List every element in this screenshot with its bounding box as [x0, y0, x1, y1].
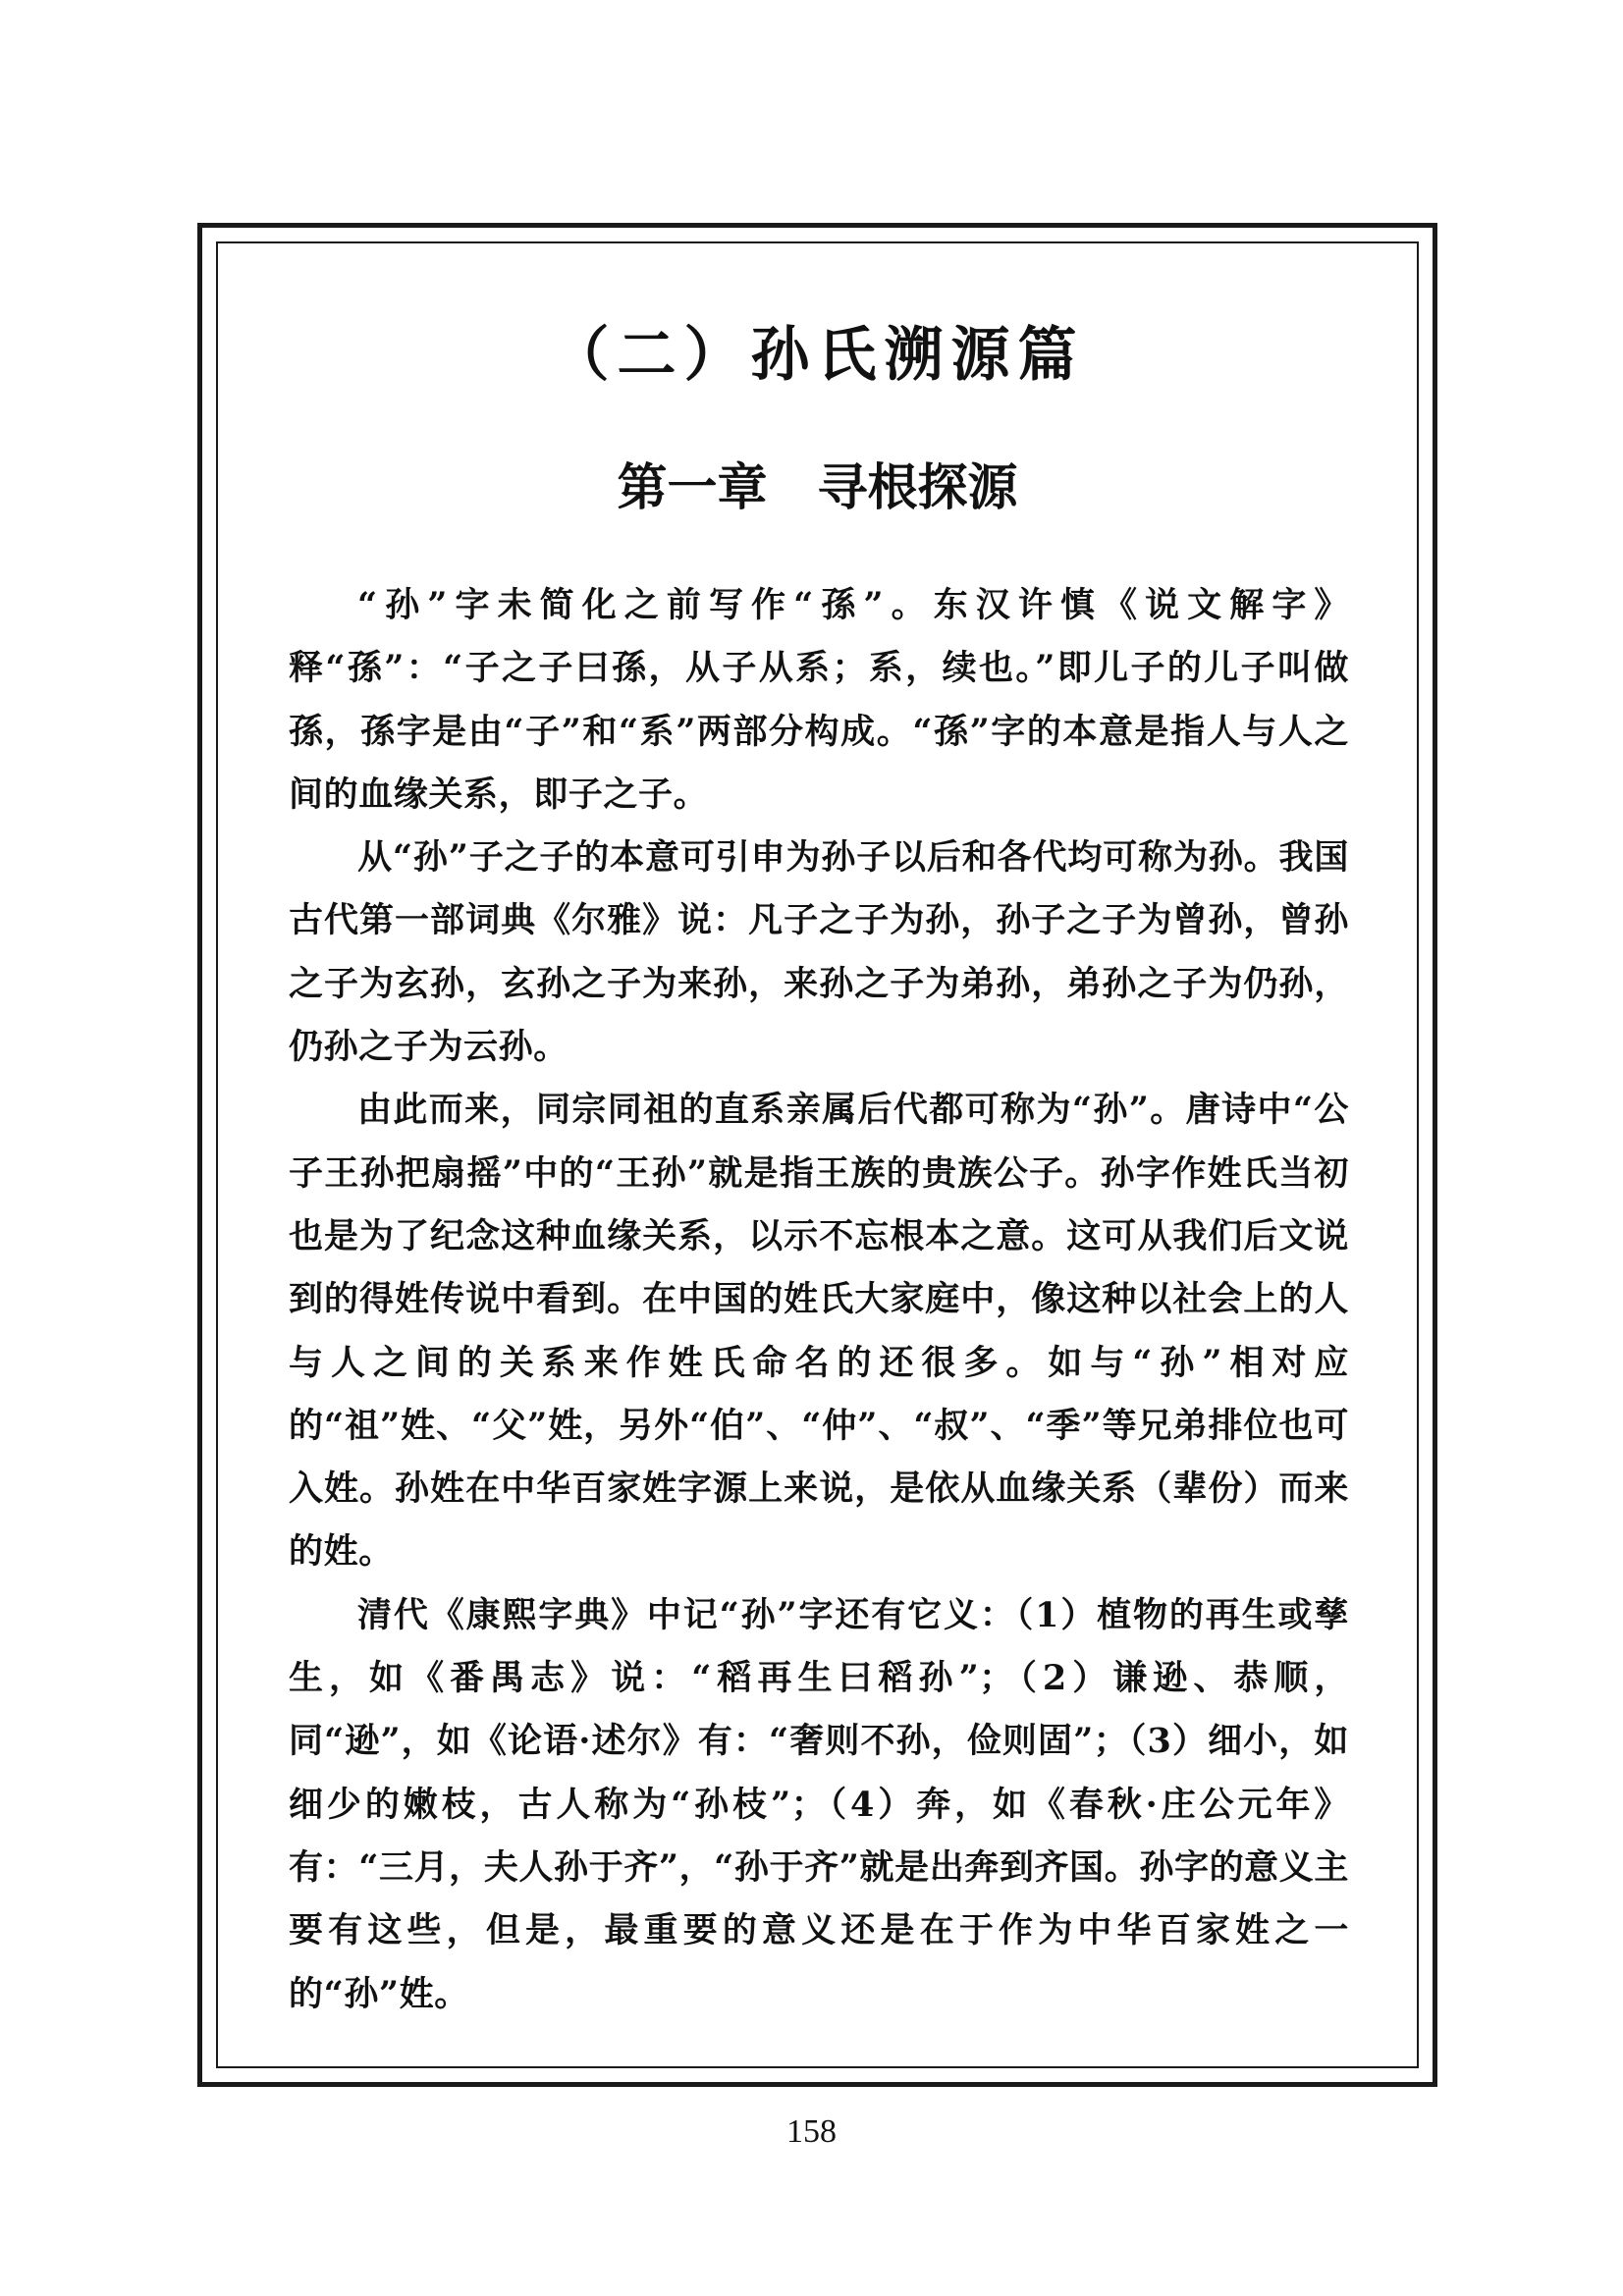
- part-title: （二）孙氏溯源篇: [550, 321, 1085, 390]
- paragraph-4: 清代《康熙字典》中记“孙”字还有它义：（1）植物的再生或孳生，如《番禺志》说：“稻再生曰稻孙”；（2）谦逊、恭顺，同“逊”，如《论语·述尔》有：“奢则不孙，俭则固”；（3）细小，如细少的嫩枝，古人称为“孙枝”；（4）奔，如《春秋·庄公元年》有：“三月，夫人孙于齐”，“孙于齐”就是出奔到齐国。孙字的意义主要有这些，但是，最重要的意义还是在于作为中华百家姓之一的“孙”姓。: [289, 1594, 1349, 2014]
- page-number: 158: [786, 2113, 837, 2150]
- chapter-title: 第一章 寻根探源: [617, 458, 1018, 517]
- body-text: [289, 574, 1349, 2026]
- paragraph-3: 由此而来，同宗同祖的直系亲属后代都可称为“孙”。唐诗中“公子王孙把扇摇”中的“王孙”就是指王族的贵族公子。孙字作姓氏当初也是为了纪念这种血缘关系，以示不忘根本之意。这可从我们后文说到的得姓传说中看到。在中国的姓氏大家庭中，像这种以社会上的人与人之间的关系来作姓氏命名的还很多。如与“孙”相对应的“祖”姓、“父”姓，另外“伯”、“仲”、“叔”、“季”等兄弟排位也可入姓。孙姓在中华百家姓字源上来说，是依从血缘关系（辈份）而来的姓。: [289, 1090, 1349, 1573]
- paragraph-1: “孙”字未简化之前写作“孫”。东汉许慎《说文解字》释“孫”：“子之子曰孫，从子从系；系，续也。”即儿子的儿子叫做孫，孫字是由“子”和“系”两部分构成。“孫”字的本意是指人与人之间的血缘关系，即子之子。: [289, 585, 1349, 815]
- paragraph-2: 从“孙”子之子的本意可引申为孙子以后和各代均可称为孙。我国古代第一部词典《尔雅》说：凡子之子为孙，孙子之子为曾孙，曾孙之子为玄孙，玄孙之子为来孙，来孙之子为弟孙，弟孙之子为仍孙，仍孙之子为云孙。: [289, 837, 1349, 1068]
